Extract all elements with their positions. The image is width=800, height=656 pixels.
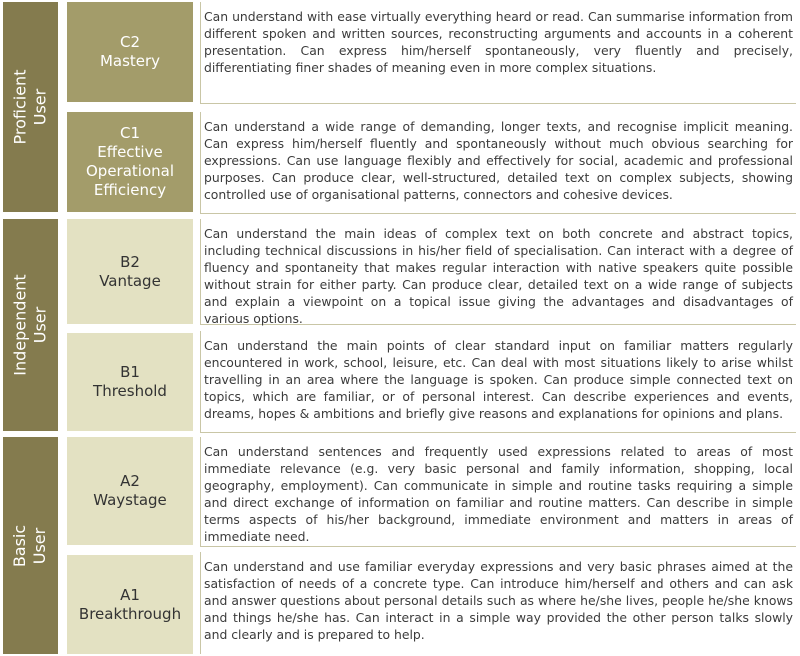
level-code: A1: [120, 585, 140, 604]
level-code: A2: [120, 472, 140, 490]
description-b1: Can understand the main points of clear standard input on familiar matters regularly encountered in work, school, leisure, etc. Can deal with most situations likely to arise whilst travelling in an area where the language is spoken. Can produce simple connected text on topics, which are familiar, or of personal interest. Can describe experiences and events, dreams, hopes & ambitions and briefly give reasons and explanations for opinions and plans.: [200, 331, 796, 433]
level-code: C2: [119, 33, 141, 51]
group-independent-user: [3, 219, 58, 431]
group-basic-user: [3, 437, 58, 654]
description-c1: Can understand a wide range of demanding, longer texts, and recognise implicit meaning. Can express him/herself fluently and spontaneously without much obvious searching for expressions. Can use language flexibly and effectively for social, academic and professional purposes. Can produce clear, well-structured, detailed text on complex subjects, showing controlled use of organisational patterns, connectors and cohesive devices.: [200, 112, 796, 214]
level-code: B1: [120, 363, 140, 381]
description-a1: Can understand and use familiar everyday expressions and very basic phrases aimed at the satisfaction of needs of a concrete type. Can introduce him/herself and others and can ask and answer questions about personal details such as where he/she lives, people he/she knows and things he/she has. Can interact in a simple way provided the other person talks slowly and clearly and is prepared to help.: [200, 552, 796, 654]
level-name: Effective Operational Efficiency: [85, 143, 174, 199]
level-code: B2: [120, 252, 140, 271]
group-proficient-user: [3, 2, 58, 212]
level-name: Breakthrough: [78, 604, 182, 623]
level-a1: [67, 555, 193, 654]
level-name: Vantage: [99, 271, 161, 290]
description-a2: Can understand sentences and frequently used expressions related to areas of most immediate relevance (e.g. very basic personal and family information, shopping, local geography, employment). Can communicate in simple and routine tasks requiring a simple and direct exchange of information on familiar and routine matters. Can describe in simple terms aspects of his/her background, immediate environment and matters in areas of immediate need.: [200, 437, 796, 547]
level-code: C1: [119, 124, 141, 142]
level-c2: [67, 2, 193, 102]
level-name: Threshold: [93, 382, 167, 400]
description-b2: Can understand the main ideas of complex text on both concrete and abstract topics, including technical discussions in his/her field of specialisation. Can interact with a degree of fluency and spontaneity that makes regular interaction with native speakers quite possible without strain for either party. Can produce clear, detailed text on a wide range of subjects and explain a viewpoint on a topical issue giving the advantages and disadvantages of various options.: [200, 219, 796, 325]
level-a2: [67, 437, 193, 545]
level-b2: [67, 219, 193, 324]
group-label-proficient: Proficient User: [10, 69, 50, 145]
level-c1: [67, 112, 193, 212]
description-c2: Can understand with ease virtually everything heard or read. Can summarise information from different spoken and written sources, reconstructing arguments and accounts in a coherent presentation. Can express him/herself spontaneously, very fluently and precisely, differentiating finer shades of meaning even in more complex situations.: [200, 2, 796, 104]
group-label-basic: Basic User: [10, 524, 50, 567]
group-label-independent: Independent User: [10, 274, 50, 376]
level-name: Mastery: [99, 52, 161, 70]
level-b1: [67, 333, 193, 431]
level-name: Waystage: [93, 491, 167, 509]
